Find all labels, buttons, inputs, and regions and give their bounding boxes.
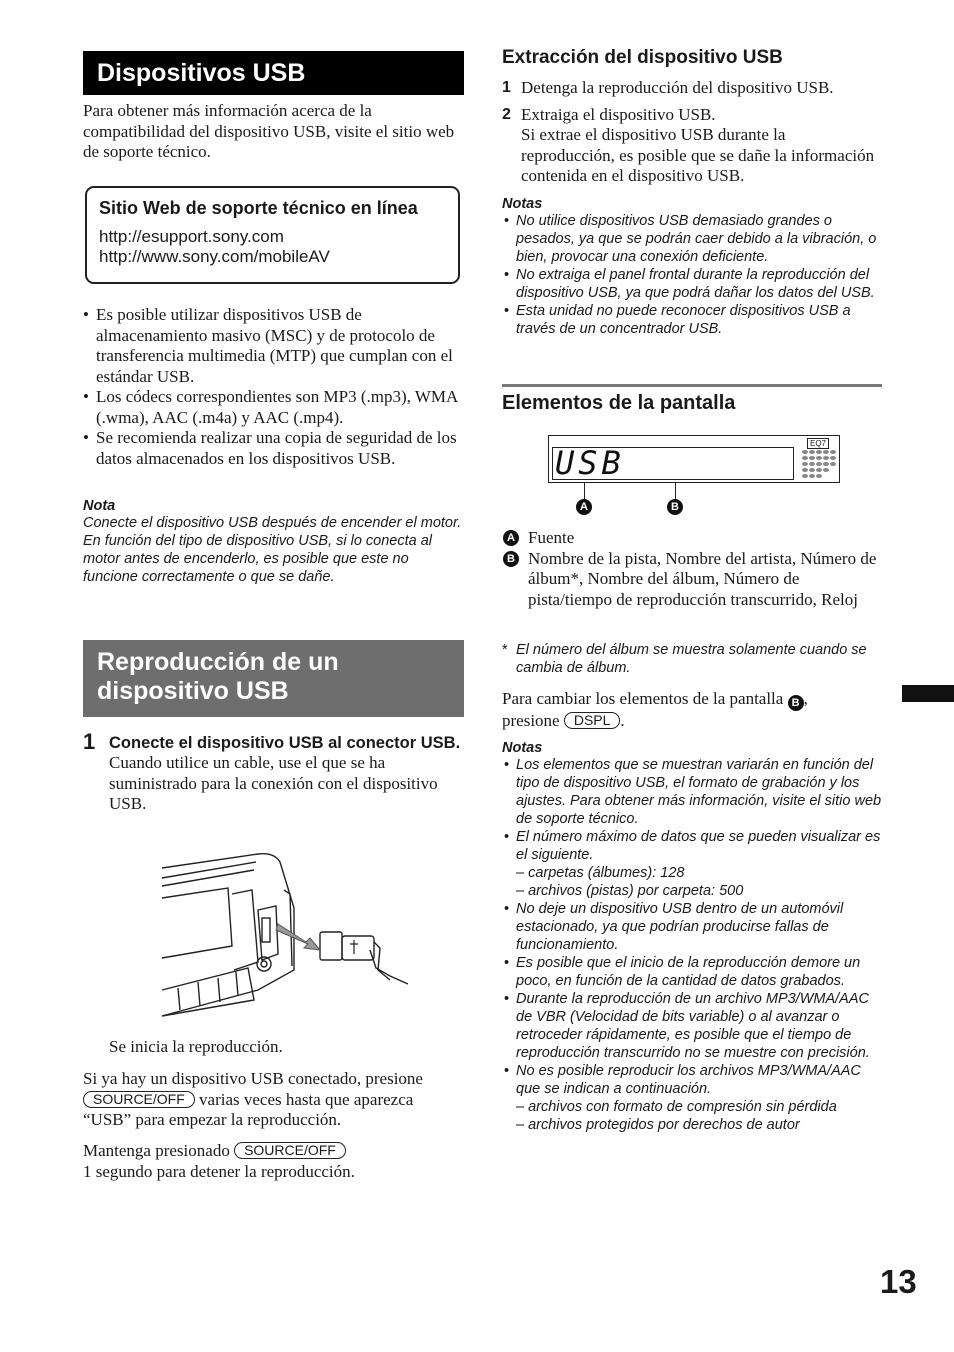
step-1-body: Cuando utilice un cable, use el que se ha suministrado para la conexión con el dispositivo USB. bbox=[109, 753, 438, 813]
list-item: • Los elementos que se muestran variarán en función del tipo de dispositivo USB, el formato de grabación y los ajustes. Para obtener más información, visite el sitio web de soporte técnico. bbox=[502, 756, 882, 828]
step-text: Extraiga el dispositivo USB. bbox=[521, 104, 716, 124]
legend-text-a: Fuente bbox=[528, 528, 575, 547]
note-title: Nota bbox=[83, 498, 116, 514]
eq-dots-icon bbox=[799, 448, 837, 480]
note-block bbox=[83, 498, 464, 586]
section-tab-marker bbox=[902, 685, 954, 702]
step-number: 2 bbox=[502, 105, 511, 123]
extract-step-1 bbox=[502, 78, 882, 99]
step-text: Detenga la reproducción del dispositivo USB. bbox=[521, 78, 834, 97]
change-text-a: Para cambiar los elementos de la pantalla bbox=[502, 689, 784, 708]
step-number: 1 bbox=[502, 79, 511, 96]
step-extra: Si extrae el dispositivo USB durante la reproducción, es posible que se dañe la información contenida en el dispositivo USB. bbox=[521, 125, 875, 185]
support-box-title: Sitio Web de soporte técnico en línea bbox=[99, 198, 418, 218]
legend-marker-b: B bbox=[503, 551, 519, 567]
note-line-1: Conecte el dispositivo USB después de encender el motor. bbox=[83, 515, 462, 531]
para1-text-a: Si ya hay un dispositivo USB conectado, presione bbox=[83, 1069, 423, 1088]
list-item: • Es posible utilizar dispositivos USB de almacenamiento masivo (MSC) y de protocolo de transferencia multimedia (MTP) que cumplan con el estándar USB. bbox=[83, 305, 464, 387]
list-item: • Los códecs correspondientes son MP3 (.mp3), WMA (.wma), AAC (.m4a) y AAC (.mp4). bbox=[83, 387, 464, 428]
display-usb-text: USB bbox=[555, 444, 625, 482]
list-item: • Se recomienda realizar una copia de seguridad de los datos almacenados en los dispositivos USB. bbox=[83, 428, 464, 469]
intro-paragraph: Para obtener más información acerca de la compatibilidad del dispositivo USB, visite el sitio web de soporte técnico. bbox=[83, 101, 455, 161]
callout-b: B bbox=[667, 499, 683, 515]
extract-step-2 bbox=[502, 105, 882, 187]
support-website-box bbox=[85, 186, 460, 284]
inline-callout-b: B bbox=[788, 695, 804, 711]
notes-title: Notas bbox=[502, 740, 543, 756]
change-display-paragraph bbox=[502, 689, 882, 732]
list-item: • No es posible reproducir los archivos MP3/WMA/AAC que se indican a continuación. – archivos con formato de compresión sin pérdida – archivos protegidos por derechos de autor bbox=[502, 1062, 882, 1134]
dspl-button[interactable]: DSPL bbox=[564, 712, 621, 729]
para1-text-b: varias veces hasta que aparezca “USB” para empezar la reproducción. bbox=[83, 1089, 414, 1129]
step-1-number: 1 bbox=[83, 729, 96, 754]
asterisk-mark: * bbox=[502, 642, 508, 658]
support-url-1[interactable]: http://esupport.sony.com bbox=[99, 227, 284, 246]
list-item: • No deje un dispositivo USB dentro de un automóvil estacionado, ya que podrían producirse fallas de funcionamiento. bbox=[502, 900, 882, 954]
step-1 bbox=[83, 731, 464, 815]
legend-item-b bbox=[502, 549, 882, 611]
legend-text-b: Nombre de la pista, Nombre del artista, Número de álbum*, Nombre del álbum, Número de pista/tiempo de reproducción transcurrido, Reloj bbox=[528, 548, 877, 609]
page-number: 13 bbox=[880, 1263, 917, 1300]
asterisk-note bbox=[502, 641, 882, 677]
legend-item-a bbox=[502, 528, 882, 549]
list-item: • No extraiga el panel frontal durante la reproducción del dispositivo USB, ya que podrá dañar los datos del USB. bbox=[502, 266, 882, 302]
note-line-2: En función del tipo de dispositivo USB, si lo conecta al motor antes de encenderlo, es posible que este no funcione correctamente o que se dañe. bbox=[83, 533, 433, 585]
section-title-playback: Reproducción de un dispositivo USB bbox=[83, 640, 464, 717]
display-notes bbox=[502, 740, 882, 1134]
section-title-usb: Dispositivos USB bbox=[83, 51, 464, 95]
source-off-button[interactable]: SOURCE/OFF bbox=[234, 1142, 346, 1159]
change-text-b: , bbox=[803, 689, 808, 708]
list-item: • Es posible que el inicio de la reproducción demore un poco, en función de la cantidad de datos grabados. bbox=[502, 954, 882, 990]
eq-label: EQ7 bbox=[807, 438, 829, 449]
list-item: • El número máximo de datos que se pueden visualizar es el siguiente. – carpetas (álbumes): 128 – archivos (pistas) por carpeta: 500 bbox=[502, 828, 882, 900]
source-off-button[interactable]: SOURCE/OFF bbox=[83, 1091, 195, 1108]
asterisk-note-text: El número del álbum se muestra solamente cuando se cambia de álbum. bbox=[516, 642, 867, 676]
display-legend bbox=[502, 528, 882, 610]
extract-steps bbox=[502, 78, 882, 187]
list-item: • Durante la reproducción de un archivo MP3/WMA/AAC de VBR (Velocidad de bits variable) o al avanzar o retroceder rápidamente, es posible que el tiempo de reproducción transcurrido no se muestre con precisión. bbox=[502, 990, 882, 1062]
extract-notes bbox=[502, 196, 882, 338]
step-1-title: Conecte el dispositivo USB al conector USB. bbox=[109, 734, 461, 752]
section-divider bbox=[502, 384, 882, 387]
playback-starts-text: Se inicia la reproducción. bbox=[109, 1037, 283, 1056]
support-url-2[interactable]: http://www.sony.com/mobileAV bbox=[99, 247, 330, 266]
legend-marker-a: A bbox=[503, 530, 519, 546]
list-item: • Esta unidad no puede reconocer dispositivos USB a través de un concentrador USB. bbox=[502, 302, 882, 338]
change-text-end: . bbox=[620, 711, 625, 730]
callout-a: A bbox=[576, 499, 592, 515]
display-panel bbox=[548, 435, 840, 483]
change-text-c: presione bbox=[502, 711, 560, 730]
para2-text-a: Mantenga presionado bbox=[83, 1141, 230, 1160]
display-title: Elementos de la pantalla bbox=[502, 392, 736, 414]
usb-bullet-list bbox=[83, 305, 464, 469]
usb-connection-illustration bbox=[158, 850, 408, 1020]
playback-paragraph-2 bbox=[83, 1141, 464, 1182]
notes-title: Notas bbox=[502, 196, 543, 212]
list-item: • No utilice dispositivos USB demasiado grandes o pesados, ya que se podrán caer debido a la vibración, o bien, provocar una conexión deficiente. bbox=[502, 212, 882, 266]
extract-title: Extracción del dispositivo USB bbox=[502, 47, 783, 68]
playback-paragraph-1 bbox=[83, 1069, 464, 1131]
para2-text-b: 1 segundo para detener la reproducción. bbox=[83, 1161, 355, 1181]
